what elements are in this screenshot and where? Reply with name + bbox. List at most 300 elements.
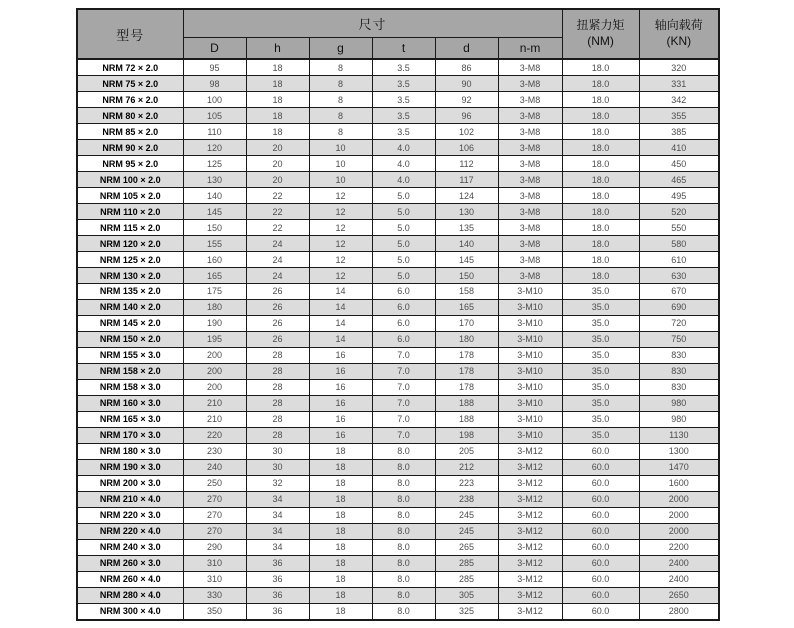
column-header-n-m: n-m xyxy=(498,37,562,59)
cell-D: 145 xyxy=(183,204,246,220)
table-row xyxy=(77,59,719,76)
cell-torque: 18.0 xyxy=(562,236,639,252)
cell-g: 18 xyxy=(309,475,372,491)
cell-load: 2650 xyxy=(639,587,719,603)
cell-n-m: 3-M8 xyxy=(498,156,562,172)
cell-h: 30 xyxy=(246,443,309,459)
table-row xyxy=(77,236,719,252)
cell-t: 8.0 xyxy=(372,571,435,587)
table-row xyxy=(77,299,719,315)
cell-d: 145 xyxy=(435,252,498,268)
cell-D: 125 xyxy=(183,156,246,172)
cell-model: NRM 220 × 4.0 xyxy=(77,523,183,539)
cell-h: 36 xyxy=(246,587,309,603)
cell-torque: 60.0 xyxy=(562,587,639,603)
cell-d: 188 xyxy=(435,411,498,427)
cell-t: 8.0 xyxy=(372,523,435,539)
cell-g: 8 xyxy=(309,108,372,124)
cell-t: 8.0 xyxy=(372,491,435,507)
cell-torque: 18.0 xyxy=(562,92,639,108)
cell-model: NRM 130 × 2.0 xyxy=(77,268,183,284)
cell-h: 26 xyxy=(246,331,309,347)
cell-model: NRM 145 × 2.0 xyxy=(77,315,183,331)
cell-h: 22 xyxy=(246,204,309,220)
cell-torque: 18.0 xyxy=(562,204,639,220)
cell-D: 270 xyxy=(183,507,246,523)
cell-h: 22 xyxy=(246,220,309,236)
cell-g: 18 xyxy=(309,507,372,523)
cell-d: 158 xyxy=(435,284,498,300)
cell-h: 24 xyxy=(246,252,309,268)
cell-load: 2000 xyxy=(639,523,719,539)
cell-D: 310 xyxy=(183,555,246,571)
cell-g: 12 xyxy=(309,268,372,284)
table-row xyxy=(77,252,719,268)
cell-model: NRM 190 × 3.0 xyxy=(77,459,183,475)
cell-model: NRM 160 × 3.0 xyxy=(77,395,183,411)
cell-t: 5.0 xyxy=(372,252,435,268)
cell-load: 450 xyxy=(639,156,719,172)
cell-d: 180 xyxy=(435,331,498,347)
cell-g: 18 xyxy=(309,443,372,459)
cell-g: 14 xyxy=(309,331,372,347)
torque-header-line1: 扭紧力矩 xyxy=(576,18,625,33)
cell-g: 18 xyxy=(309,459,372,475)
cell-D: 95 xyxy=(183,59,246,76)
cell-load: 550 xyxy=(639,220,719,236)
cell-D: 98 xyxy=(183,76,246,92)
cell-g: 10 xyxy=(309,140,372,156)
cell-d: 223 xyxy=(435,475,498,491)
cell-h: 20 xyxy=(246,172,309,188)
table-row xyxy=(77,571,719,587)
cell-t: 8.0 xyxy=(372,603,435,620)
column-header-torque xyxy=(562,9,639,59)
cell-h: 18 xyxy=(246,92,309,108)
cell-torque: 18.0 xyxy=(562,156,639,172)
cell-t: 7.0 xyxy=(372,427,435,443)
cell-n-m: 3-M8 xyxy=(498,59,562,76)
table-row xyxy=(77,347,719,363)
cell-load: 750 xyxy=(639,331,719,347)
cell-h: 26 xyxy=(246,284,309,300)
cell-n-m: 3-M12 xyxy=(498,507,562,523)
cell-D: 105 xyxy=(183,108,246,124)
spec-table xyxy=(76,8,720,621)
cell-d: 198 xyxy=(435,427,498,443)
cell-d: 102 xyxy=(435,124,498,140)
table-row xyxy=(77,507,719,523)
table-row xyxy=(77,379,719,395)
cell-h: 18 xyxy=(246,108,309,124)
cell-load: 980 xyxy=(639,411,719,427)
cell-d: 245 xyxy=(435,523,498,539)
cell-g: 12 xyxy=(309,220,372,236)
cell-load: 2400 xyxy=(639,571,719,587)
cell-load: 630 xyxy=(639,268,719,284)
cell-n-m: 3-M12 xyxy=(498,459,562,475)
cell-model: NRM 75 × 2.0 xyxy=(77,76,183,92)
cell-model: NRM 120 × 2.0 xyxy=(77,236,183,252)
cell-n-m: 3-M8 xyxy=(498,140,562,156)
cell-g: 18 xyxy=(309,587,372,603)
cell-g: 18 xyxy=(309,571,372,587)
cell-n-m: 3-M12 xyxy=(498,539,562,555)
cell-load: 355 xyxy=(639,108,719,124)
cell-D: 140 xyxy=(183,188,246,204)
cell-h: 28 xyxy=(246,363,309,379)
cell-h: 30 xyxy=(246,459,309,475)
cell-D: 230 xyxy=(183,443,246,459)
cell-model: NRM 76 × 2.0 xyxy=(77,92,183,108)
cell-model: NRM 72 × 2.0 xyxy=(77,59,183,76)
cell-torque: 35.0 xyxy=(562,315,639,331)
cell-load: 320 xyxy=(639,59,719,76)
cell-n-m: 3-M12 xyxy=(498,443,562,459)
cell-model: NRM 155 × 3.0 xyxy=(77,347,183,363)
cell-load: 1300 xyxy=(639,443,719,459)
cell-h: 36 xyxy=(246,571,309,587)
cell-model: NRM 125 × 2.0 xyxy=(77,252,183,268)
cell-D: 220 xyxy=(183,427,246,443)
cell-load: 2400 xyxy=(639,555,719,571)
cell-model: NRM 158 × 3.0 xyxy=(77,379,183,395)
cell-D: 130 xyxy=(183,172,246,188)
cell-load: 830 xyxy=(639,363,719,379)
cell-model: NRM 240 × 3.0 xyxy=(77,539,183,555)
cell-torque: 35.0 xyxy=(562,363,639,379)
cell-d: 106 xyxy=(435,140,498,156)
cell-n-m: 3-M8 xyxy=(498,124,562,140)
cell-t: 7.0 xyxy=(372,379,435,395)
cell-model: NRM 170 × 3.0 xyxy=(77,427,183,443)
cell-model: NRM 85 × 2.0 xyxy=(77,124,183,140)
table-row xyxy=(77,427,719,443)
cell-model: NRM 110 × 2.0 xyxy=(77,204,183,220)
cell-model: NRM 210 × 4.0 xyxy=(77,491,183,507)
cell-D: 165 xyxy=(183,268,246,284)
cell-D: 210 xyxy=(183,395,246,411)
cell-h: 28 xyxy=(246,427,309,443)
cell-D: 310 xyxy=(183,571,246,587)
cell-d: 130 xyxy=(435,204,498,220)
cell-t: 8.0 xyxy=(372,539,435,555)
cell-D: 200 xyxy=(183,347,246,363)
column-header-D: D xyxy=(183,37,246,59)
cell-g: 16 xyxy=(309,347,372,363)
cell-torque: 18.0 xyxy=(562,76,639,92)
cell-D: 110 xyxy=(183,124,246,140)
column-header-g: g xyxy=(309,37,372,59)
cell-h: 28 xyxy=(246,411,309,427)
cell-h: 24 xyxy=(246,236,309,252)
cell-g: 8 xyxy=(309,124,372,140)
cell-load: 830 xyxy=(639,347,719,363)
cell-n-m: 3-M8 xyxy=(498,92,562,108)
table-row xyxy=(77,156,719,172)
cell-D: 160 xyxy=(183,252,246,268)
cell-D: 175 xyxy=(183,284,246,300)
cell-g: 18 xyxy=(309,603,372,620)
cell-t: 4.0 xyxy=(372,156,435,172)
cell-h: 24 xyxy=(246,268,309,284)
cell-g: 8 xyxy=(309,92,372,108)
cell-model: NRM 90 × 2.0 xyxy=(77,140,183,156)
cell-t: 4.0 xyxy=(372,172,435,188)
cell-d: 117 xyxy=(435,172,498,188)
load-header-unit: (KN) xyxy=(666,34,692,48)
cell-load: 520 xyxy=(639,204,719,220)
cell-D: 200 xyxy=(183,363,246,379)
cell-h: 28 xyxy=(246,379,309,395)
cell-t: 3.5 xyxy=(372,124,435,140)
cell-n-m: 3-M10 xyxy=(498,315,562,331)
cell-torque: 35.0 xyxy=(562,411,639,427)
table-row xyxy=(77,459,719,475)
cell-D: 350 xyxy=(183,603,246,620)
table-row xyxy=(77,204,719,220)
cell-h: 34 xyxy=(246,539,309,555)
table-row xyxy=(77,491,719,507)
cell-d: 238 xyxy=(435,491,498,507)
cell-D: 330 xyxy=(183,587,246,603)
cell-d: 188 xyxy=(435,395,498,411)
cell-load: 1470 xyxy=(639,459,719,475)
cell-h: 18 xyxy=(246,76,309,92)
column-header-t: t xyxy=(372,37,435,59)
cell-torque: 35.0 xyxy=(562,331,639,347)
cell-torque: 35.0 xyxy=(562,347,639,363)
table-row xyxy=(77,555,719,571)
cell-load: 2800 xyxy=(639,603,719,620)
cell-n-m: 3-M10 xyxy=(498,411,562,427)
cell-model: NRM 95 × 2.0 xyxy=(77,156,183,172)
cell-torque: 60.0 xyxy=(562,475,639,491)
cell-D: 190 xyxy=(183,315,246,331)
cell-torque: 18.0 xyxy=(562,220,639,236)
cell-h: 26 xyxy=(246,315,309,331)
cell-D: 290 xyxy=(183,539,246,555)
cell-t: 5.0 xyxy=(372,204,435,220)
cell-n-m: 3-M12 xyxy=(498,555,562,571)
table-row xyxy=(77,475,719,491)
cell-load: 465 xyxy=(639,172,719,188)
cell-torque: 60.0 xyxy=(562,603,639,620)
cell-n-m: 3-M12 xyxy=(498,571,562,587)
cell-load: 720 xyxy=(639,315,719,331)
cell-t: 8.0 xyxy=(372,555,435,571)
table-row xyxy=(77,268,719,284)
column-header-h: h xyxy=(246,37,309,59)
cell-g: 10 xyxy=(309,156,372,172)
cell-model: NRM 220 × 3.0 xyxy=(77,507,183,523)
cell-h: 36 xyxy=(246,603,309,620)
cell-n-m: 3-M10 xyxy=(498,299,562,315)
cell-D: 195 xyxy=(183,331,246,347)
cell-g: 12 xyxy=(309,236,372,252)
cell-n-m: 3-M12 xyxy=(498,491,562,507)
column-header-model: 型号 xyxy=(77,9,183,59)
table-row xyxy=(77,443,719,459)
header-row-top xyxy=(77,9,719,37)
cell-torque: 35.0 xyxy=(562,427,639,443)
cell-model: NRM 200 × 3.0 xyxy=(77,475,183,491)
cell-load: 2200 xyxy=(639,539,719,555)
cell-torque: 60.0 xyxy=(562,459,639,475)
cell-h: 20 xyxy=(246,140,309,156)
cell-t: 5.0 xyxy=(372,268,435,284)
cell-n-m: 3-M12 xyxy=(498,587,562,603)
cell-load: 830 xyxy=(639,379,719,395)
cell-torque: 35.0 xyxy=(562,395,639,411)
cell-load: 2000 xyxy=(639,507,719,523)
cell-t: 3.5 xyxy=(372,108,435,124)
cell-n-m: 3-M12 xyxy=(498,475,562,491)
cell-g: 16 xyxy=(309,427,372,443)
cell-g: 8 xyxy=(309,76,372,92)
table-row xyxy=(77,331,719,347)
cell-model: NRM 100 × 2.0 xyxy=(77,172,183,188)
cell-d: 124 xyxy=(435,188,498,204)
table-row xyxy=(77,124,719,140)
cell-n-m: 3-M8 xyxy=(498,172,562,188)
cell-g: 12 xyxy=(309,204,372,220)
cell-n-m: 3-M10 xyxy=(498,427,562,443)
cell-load: 580 xyxy=(639,236,719,252)
cell-D: 250 xyxy=(183,475,246,491)
cell-g: 14 xyxy=(309,284,372,300)
cell-D: 270 xyxy=(183,523,246,539)
cell-D: 270 xyxy=(183,491,246,507)
cell-h: 26 xyxy=(246,299,309,315)
cell-g: 16 xyxy=(309,395,372,411)
cell-t: 4.0 xyxy=(372,140,435,156)
column-header-d: d xyxy=(435,37,498,59)
cell-d: 96 xyxy=(435,108,498,124)
cell-t: 8.0 xyxy=(372,443,435,459)
cell-g: 14 xyxy=(309,315,372,331)
cell-D: 180 xyxy=(183,299,246,315)
cell-D: 200 xyxy=(183,379,246,395)
cell-n-m: 3-M8 xyxy=(498,204,562,220)
cell-g: 10 xyxy=(309,172,372,188)
cell-D: 120 xyxy=(183,140,246,156)
table-row xyxy=(77,395,719,411)
cell-D: 100 xyxy=(183,92,246,108)
cell-t: 5.0 xyxy=(372,188,435,204)
table-row xyxy=(77,220,719,236)
table-row xyxy=(77,92,719,108)
cell-torque: 35.0 xyxy=(562,379,639,395)
cell-h: 20 xyxy=(246,156,309,172)
cell-model: NRM 165 × 3.0 xyxy=(77,411,183,427)
cell-load: 331 xyxy=(639,76,719,92)
cell-n-m: 3-M10 xyxy=(498,284,562,300)
cell-n-m: 3-M8 xyxy=(498,76,562,92)
cell-d: 92 xyxy=(435,92,498,108)
cell-d: 150 xyxy=(435,268,498,284)
table-row xyxy=(77,539,719,555)
cell-model: NRM 180 × 3.0 xyxy=(77,443,183,459)
cell-t: 5.0 xyxy=(372,236,435,252)
cell-d: 325 xyxy=(435,603,498,620)
cell-t: 8.0 xyxy=(372,459,435,475)
cell-torque: 18.0 xyxy=(562,124,639,140)
table-row xyxy=(77,76,719,92)
cell-h: 18 xyxy=(246,124,309,140)
cell-n-m: 3-M8 xyxy=(498,220,562,236)
cell-n-m: 3-M8 xyxy=(498,108,562,124)
load-header-line1: 轴向载荷 xyxy=(654,18,703,33)
table-row xyxy=(77,140,719,156)
cell-h: 34 xyxy=(246,491,309,507)
table-body xyxy=(77,59,719,620)
table-row xyxy=(77,411,719,427)
cell-load: 670 xyxy=(639,284,719,300)
cell-g: 18 xyxy=(309,491,372,507)
cell-t: 7.0 xyxy=(372,395,435,411)
cell-D: 210 xyxy=(183,411,246,427)
cell-torque: 60.0 xyxy=(562,571,639,587)
cell-torque: 18.0 xyxy=(562,188,639,204)
cell-d: 212 xyxy=(435,459,498,475)
cell-torque: 18.0 xyxy=(562,268,639,284)
cell-t: 3.5 xyxy=(372,76,435,92)
cell-model: NRM 115 × 2.0 xyxy=(77,220,183,236)
cell-torque: 60.0 xyxy=(562,523,639,539)
cell-d: 245 xyxy=(435,507,498,523)
cell-torque: 60.0 xyxy=(562,491,639,507)
cell-n-m: 3-M10 xyxy=(498,363,562,379)
cell-D: 240 xyxy=(183,459,246,475)
cell-t: 6.0 xyxy=(372,315,435,331)
cell-model: NRM 300 × 4.0 xyxy=(77,603,183,620)
cell-d: 135 xyxy=(435,220,498,236)
cell-n-m: 3-M12 xyxy=(498,523,562,539)
cell-model: NRM 260 × 3.0 xyxy=(77,555,183,571)
cell-d: 285 xyxy=(435,555,498,571)
cell-g: 16 xyxy=(309,411,372,427)
table-row xyxy=(77,363,719,379)
cell-d: 178 xyxy=(435,347,498,363)
cell-torque: 60.0 xyxy=(562,443,639,459)
cell-g: 16 xyxy=(309,379,372,395)
cell-torque: 35.0 xyxy=(562,299,639,315)
cell-t: 8.0 xyxy=(372,587,435,603)
cell-d: 178 xyxy=(435,363,498,379)
torque-header-unit: (NM) xyxy=(587,34,614,48)
table-row xyxy=(77,523,719,539)
cell-g: 18 xyxy=(309,539,372,555)
cell-model: NRM 140 × 2.0 xyxy=(77,299,183,315)
cell-torque: 35.0 xyxy=(562,284,639,300)
cell-h: 32 xyxy=(246,475,309,491)
cell-load: 690 xyxy=(639,299,719,315)
cell-D: 155 xyxy=(183,236,246,252)
cell-t: 5.0 xyxy=(372,220,435,236)
cell-torque: 18.0 xyxy=(562,140,639,156)
cell-g: 8 xyxy=(309,59,372,76)
cell-d: 305 xyxy=(435,587,498,603)
cell-d: 90 xyxy=(435,76,498,92)
cell-g: 18 xyxy=(309,555,372,571)
cell-torque: 18.0 xyxy=(562,59,639,76)
cell-t: 3.5 xyxy=(372,59,435,76)
cell-n-m: 3-M10 xyxy=(498,395,562,411)
cell-d: 170 xyxy=(435,315,498,331)
cell-torque: 18.0 xyxy=(562,108,639,124)
cell-t: 8.0 xyxy=(372,475,435,491)
